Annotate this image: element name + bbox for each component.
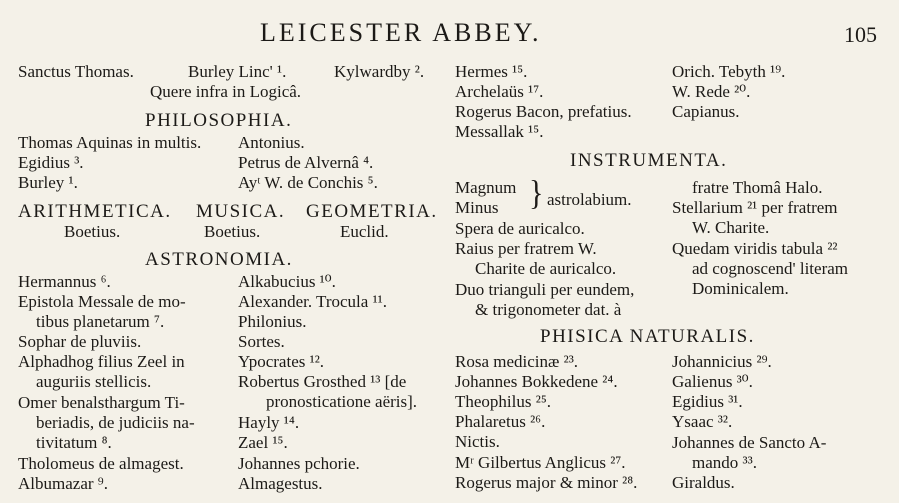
entry: Mʳ Gilbertus Anglicus ²⁷. [455, 453, 626, 472]
page-number: 105 [844, 22, 877, 47]
entry: & trigonometer dat. à [475, 300, 622, 319]
entry: Sortes. [238, 332, 285, 351]
entry: Johannes Bokkedene ²⁴. [455, 372, 618, 391]
entry: tivitatum ⁸. [36, 433, 112, 452]
entry: Sophar de pluviis. [18, 332, 142, 351]
entry: fratre Thomâ Halo. [692, 178, 823, 197]
entry: Orich. Tebyth ¹⁹. [672, 62, 786, 81]
entry: Euclid. [340, 222, 389, 241]
entry: Charite de auricalco. [475, 259, 617, 278]
section-heading: INSTRUMENTA. [570, 150, 728, 171]
entry: Hermannus ⁶. [18, 272, 111, 291]
entry: Alphadhog filius Zeel in [18, 352, 185, 371]
entry: Kylwardby ². [334, 62, 425, 81]
section-heading: ASTRONOMIA. [145, 249, 293, 270]
entry: mando ³³. [692, 453, 757, 472]
entry: Philonius. [238, 312, 307, 331]
entry: Ypocrates ¹². [238, 352, 325, 371]
entry: ad cognoscend' literam [692, 259, 849, 278]
entry: Stellarium ²¹ per fratrem [672, 198, 838, 217]
entry: Ayᵗ W. de Conchis ⁵. [238, 173, 378, 192]
entry: auguriis stellicis. [36, 372, 152, 391]
entry: Johannes pchorie. [238, 454, 360, 473]
entry: tibus planetarum ⁷. [36, 312, 165, 331]
entry: Albumazar ⁹. [18, 474, 108, 493]
entry: Robertus Grosthed ¹³ [de [238, 372, 407, 391]
entry: Phalaretus ²⁶. [455, 412, 546, 431]
entry: astrolabium. [547, 190, 632, 209]
entry: W. Rede ²⁰. [672, 82, 751, 101]
entry: Alkabucius ¹⁰. [238, 272, 336, 291]
entry: beriadis, de judiciis na- [36, 413, 195, 432]
section-heading: PHILOSOPHIA. [145, 110, 293, 131]
section-heading: MUSICA. [196, 201, 286, 222]
section-heading: ARITHMETICA. [18, 201, 172, 222]
entry: Galienus ³⁰. [672, 372, 753, 391]
entry: Petrus de Alvernâ ⁴. [238, 153, 374, 172]
entry: Hermes ¹⁵. [455, 62, 528, 81]
entry: Messallak ¹⁵. [455, 122, 544, 141]
entry: Nictis. [455, 432, 500, 451]
entry: W. Charite. [692, 218, 770, 237]
entry: Dominicalem. [692, 279, 789, 298]
entry: Boetius. [64, 222, 121, 241]
entry: Sanctus Thomas. [18, 62, 134, 81]
entry: Archelaüs ¹⁷. [455, 82, 544, 101]
section-heading: GEOMETRIA. [306, 201, 438, 222]
entry: Capianus. [672, 102, 740, 121]
brace: } [529, 174, 544, 213]
entry: Magnum [455, 178, 517, 197]
entry: pronosticatione aëris]. [266, 392, 418, 411]
entry: Zael ¹⁵. [238, 433, 288, 452]
entry: Minus [455, 198, 499, 217]
entry: Alexander. Trocula ¹¹. [238, 292, 388, 311]
entry: Rogerus Bacon, prefatius. [455, 102, 632, 121]
entry: Epistola Messale de mo- [18, 292, 186, 311]
entry: Rosa medicinæ ²³. [455, 352, 579, 371]
entry: Ysaac ³². [672, 412, 733, 431]
entry: Egidius ³. [18, 153, 84, 172]
entry: Rogerus major & minor ²⁸. [455, 473, 638, 492]
entry: Antonius. [238, 133, 305, 152]
entry: Hayly ¹⁴. [238, 413, 300, 432]
entry: Boetius. [204, 222, 261, 241]
entry: Theophilus ²⁵. [455, 392, 552, 411]
entry: Raius per fratrem W. [455, 239, 597, 258]
entry: Quere infra in Logicâ. [150, 82, 302, 101]
entry: Quedam viridis tabula ²² [672, 239, 838, 258]
entry: Johannicius ²⁹. [672, 352, 772, 371]
entry: Duo trianguli per eundem, [455, 280, 635, 299]
entry: Thomas Aquinas in multis. [18, 133, 202, 152]
entry: Egidius ³¹. [672, 392, 743, 411]
entry: Burley ¹. [18, 173, 78, 192]
entry: Burley Linc' ¹. [188, 62, 287, 81]
entry: Omer benalsthargum Ti- [18, 393, 185, 412]
section-heading: PHISICA NATURALIS. [540, 326, 755, 347]
running-head: LEICESTER ABBEY. [260, 18, 542, 47]
entry: Tholomeus de almagest. [18, 454, 184, 473]
entry: Giraldus. [672, 473, 735, 492]
entry: Johannes de Sancto A- [672, 433, 827, 452]
entry: Spera de auricalco. [455, 219, 585, 238]
entry: Almagestus. [238, 474, 323, 493]
